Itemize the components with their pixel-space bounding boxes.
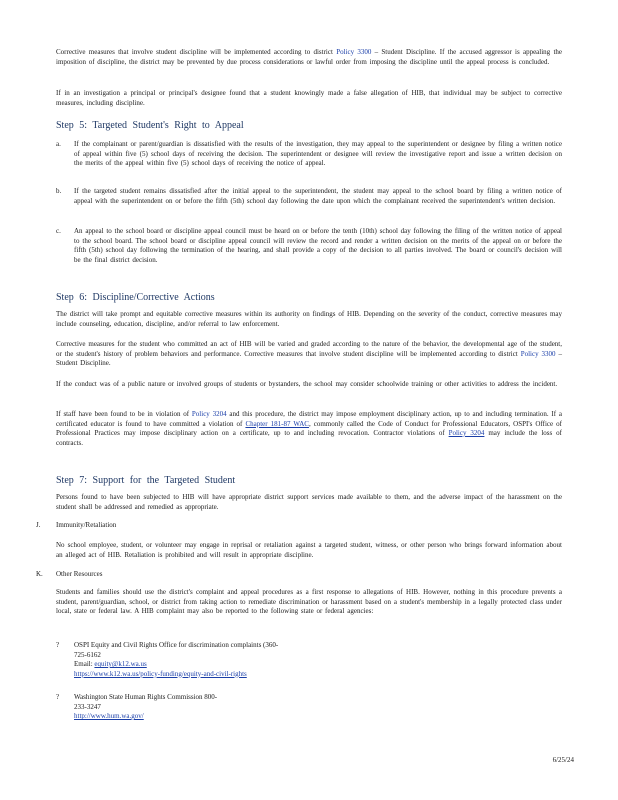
intro-paragraph-1: Corrective measures that involve student discipline will be implemented according to district Policy 3300 – Student Discipline. If the accused aggressor is appealing the imposition of discipline, the district may be prevented by due process considerations or lawful order from imposing the discipline until the appeal process is concluded. (56, 48, 562, 66)
item-c-label: c. (56, 227, 61, 235)
item-a-label: a. (56, 140, 61, 148)
section-j-paragraph: No school employee, student, or volunteer may engage in reprisal or retaliation against a targeted student, witness, or other person who brings forward information about an alleged act of HIB. Retaliation is prohibited and will result in appropriate discipline. (56, 541, 562, 559)
item-a-text: If the complainant or parent/guardian is dissatisfied with the results of the investigation, they may appeal to the superintendent or designee by filing a written notice of appeal within five (5) school days of receiving the decision. The superintendent or designee will review the investigative report and issue a written decision on the merits of the appeal within five (5) school days of receiving the notice of appeal. (74, 140, 562, 167)
footer-date: 6/25/24 (552, 756, 574, 764)
policy-3204-link[interactable]: Policy 3204 (191, 410, 227, 418)
step7-paragraph: Persons found to have been subjected to HIB will have appropriate district support services made available to them, and the adverse impact of the harassment on the student shall be addressed and remedied as appropriate. (56, 493, 562, 511)
step6-paragraph-4: If staff have been found to be in violation of Policy 3204 and this procedure, the district may impose employment disciplinary action, up to and including termination. If a certificated educator is found to have committed a violation of Chapter 181-87 WAC, commonly called the Code of Conduct for Professional Educators, OSPI's Office of Professional Practices may impose disciplinary action on a certificate, up to and including revocation. Contractor violations of Policy 3204 may include the loss of contracts. (56, 410, 563, 447)
item-c-text: An appeal to the school board or discipline appeal council must be heard on or before the tenth (10th) school day following the filing of the written notice of appeal to the school board. The school board or discipline appeal council will review the record and render a written decision on the merits of the appeal on or before the fifth (5th) school day following the termination of the hearing, and shall provide a copy of the decision to all parties involved. The board or council's decision will be the final district decision. (74, 227, 562, 264)
intro-paragraph-2: If in an investigation a principal or principal's designee found that a student knowingly made a false allegation of HIB, that individual may be subject to corrective measures, including discipline. (56, 89, 562, 107)
resource-ospi (74, 641, 334, 679)
resource-ospi-email-row: Email: equity@k12.wa.us (74, 660, 147, 668)
bullet-1: ? (56, 641, 60, 649)
item-b-label: b. (56, 187, 62, 195)
section-k-paragraph: Students and families should use the district's complaint and appeal procedures as a first response to allegations of HIB. However, nothing in this procedure prevents a student, parent/guardian, school, or district from taking action to remediate discrimination or harassment based on a student's membership in a legally protected class under local, state or federal law. A HIB complaint may also be reported to the following state or federal agencies: (56, 588, 562, 615)
policy-3204-link-2[interactable]: Policy 3204 (448, 429, 485, 437)
step6-paragraph-3: If the conduct was of a public nature or involved groups of students or bystanders, the school may consider schoolwide training or other activities to address the incident. (56, 380, 558, 388)
step7-heading: Step 7: Support for the Targeted Student (56, 475, 236, 486)
resource-hrc-line2: 233-3247 (74, 702, 101, 711)
step6-heading: Step 6: Discipline/Corrective Actions (56, 292, 215, 303)
hrc-url-link[interactable]: http://www.hum.wa.gov/ (74, 712, 144, 720)
policy-3300-link[interactable]: Policy 3300 (336, 48, 372, 56)
resource-hrc-line1: Washington State Human Rights Commission 800- (74, 693, 218, 701)
section-k-label: K. (36, 570, 43, 578)
item-b-text: If the targeted student remains dissatisfied after the initial appeal to the superintendent, the student may appeal to the school board by filing a written notice of appeal with the superintendent on or before the fifth (5th) school day following the date upon which the complainant received the superintendent's written decision. (74, 187, 562, 205)
step6-paragraph-1: The district will take prompt and equitable corrective measures within its authority on findings of HIB. Depending on the severity of the conduct, corrective measures may include counseling, education, discipline, and/or referral to law enforcement. (56, 310, 562, 328)
ospi-url-link[interactable]: https://www.k12.wa.us/policy-funding/equity-and-civil-rights (74, 669, 247, 678)
resource-ospi-line2: 725-6162 (74, 650, 101, 659)
resource-hrc (74, 693, 334, 722)
step6-paragraph-2: Corrective measures for the student who committed an act of HIB will be varied and graded according to the nature of the behavior, the developmental age of the student, or the student's history of problem behaviors and performance. Corrective measures that involve student discipline will be implemented according to district Policy 3300 – Student Discipline. (56, 340, 563, 367)
section-j-title: Immunity/Retaliation (56, 521, 117, 529)
step5-heading: Step 5: Targeted Student's Right to Appeal (56, 120, 244, 131)
resource-ospi-line1: OSPI Equity and Civil Rights Office for discrimination complaints (360- (74, 641, 279, 649)
ospi-email-link[interactable]: equity@k12.wa.us (94, 660, 147, 668)
bullet-2: ? (56, 693, 60, 701)
chapter-181-87-wac-link[interactable]: Chapter 181-87 WAC (245, 419, 309, 428)
policy-3300-link-2[interactable]: Policy 3300 (520, 349, 556, 358)
section-j-label: J. (36, 521, 41, 529)
section-k-title: Other Resources (56, 570, 103, 578)
